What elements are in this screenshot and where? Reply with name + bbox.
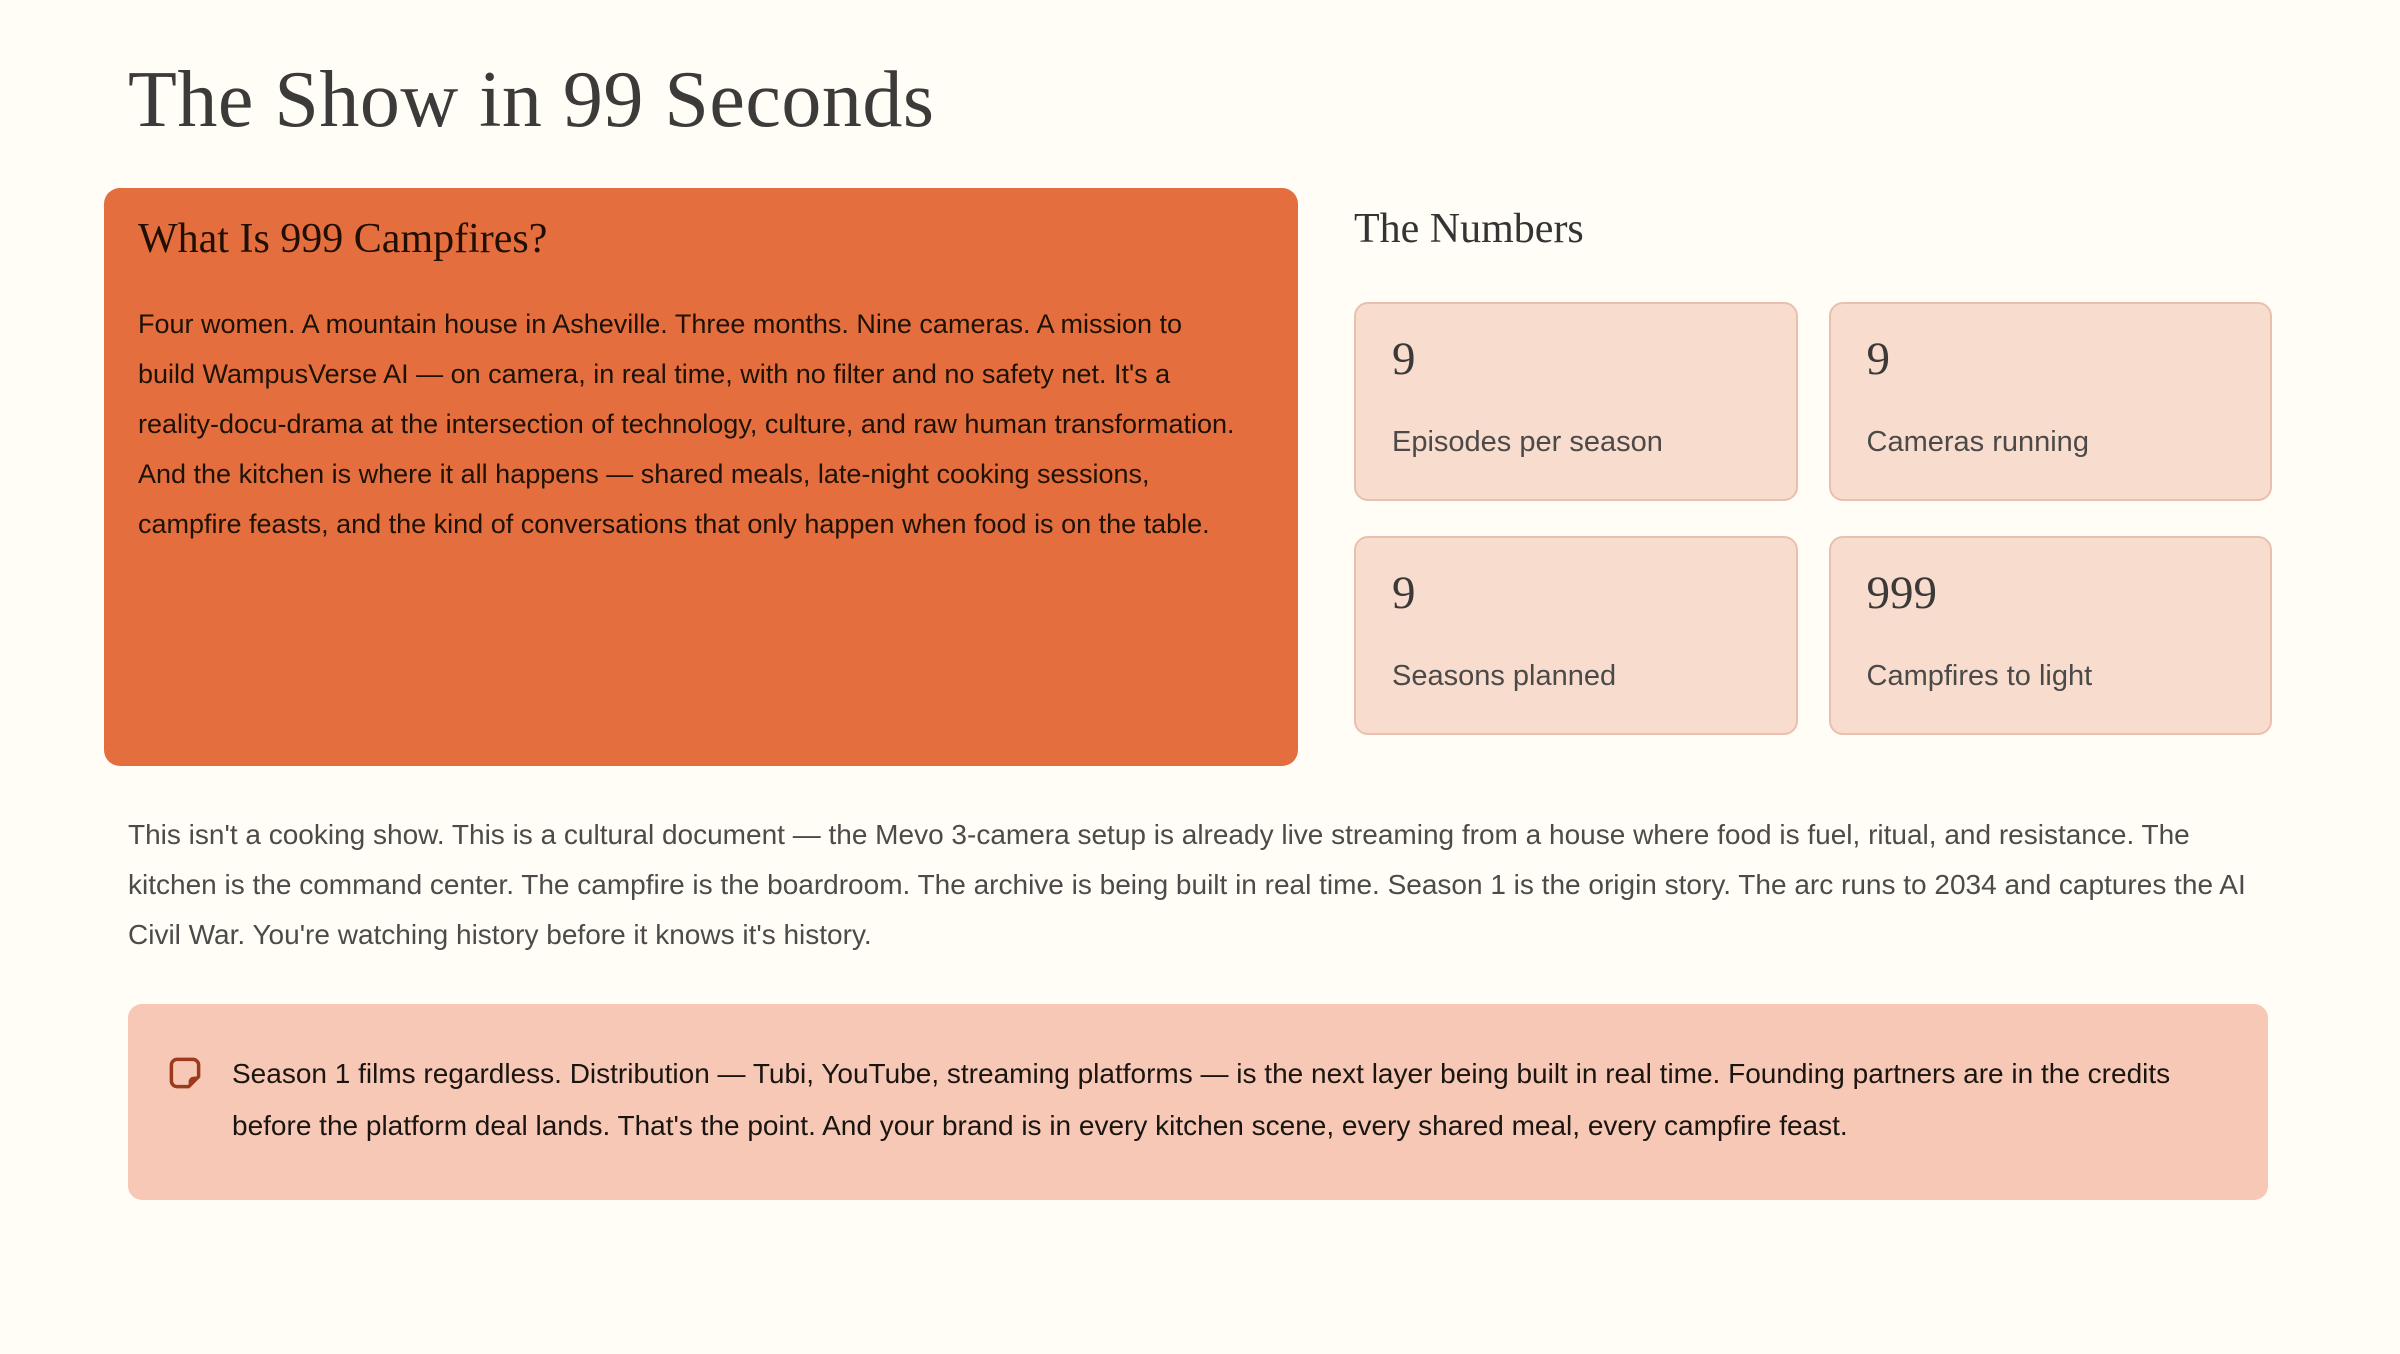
stat-card-episodes xyxy=(1354,302,1798,501)
numbers-section xyxy=(1354,188,2272,735)
callout-text: Season 1 films regardless. Distribution — Tubi, YouTube, streaming platforms — is the next layer being built in real time. Founding partners are in the credits before the platform deal lands. That's the point. And your brand is in every kitchen scene, every shared meal, every campfire feast. xyxy=(232,1058,2171,1141)
stat-value: 9 xyxy=(1392,567,1416,620)
about-card-heading: What Is 999 Campfires? xyxy=(138,216,548,262)
stat-label: Seasons planned xyxy=(1392,660,1617,693)
about-card xyxy=(104,188,1298,766)
summary-paragraph: This isn't a cooking show. This is a cultural document — the Mevo 3-camera setup is already live streaming from a house where food is fuel, ritual, and resistance. The kitchen is the command center. The campfire is the boardroom. The archive is being built in real time. Season 1 is the origin story. The arc runs to 2034 and captures the AI Civil War. You're watching history before it knows it's history. xyxy=(128,819,2246,950)
stat-value: 9 xyxy=(1392,333,1416,386)
numbers-heading: The Numbers xyxy=(1354,206,1584,252)
stat-label: Episodes per season xyxy=(1392,426,1663,459)
stat-card-seasons xyxy=(1354,536,1798,735)
stat-value: 999 xyxy=(1866,567,1937,620)
about-card-body: Four women. A mountain house in Asheville. Three months. Nine cameras. A mission to build WampusVerse AI — on camera, in real time, with no filter and no safety net. It's a reality-docu-drama at the intersection of technology, culture, and raw human transformation. And the kitchen is where it all happens — shared meals, late-night cooking sessions, campfire feasts, and the kind of conversations that only happen when food is on the table. xyxy=(138,308,1235,539)
page-title: The Show in 99 Seconds xyxy=(128,56,935,144)
stats-grid xyxy=(1354,302,2272,735)
sticky-note-icon xyxy=(166,1054,204,1092)
stat-label: Campfires to light xyxy=(1866,660,2093,693)
stat-label: Cameras running xyxy=(1866,426,2089,459)
stat-card-cameras xyxy=(1829,302,2273,501)
stat-card-campfires xyxy=(1829,536,2273,735)
callout xyxy=(128,1004,2268,1200)
stat-value: 9 xyxy=(1866,333,1890,386)
page xyxy=(0,54,2400,1354)
content-columns xyxy=(128,188,2272,766)
